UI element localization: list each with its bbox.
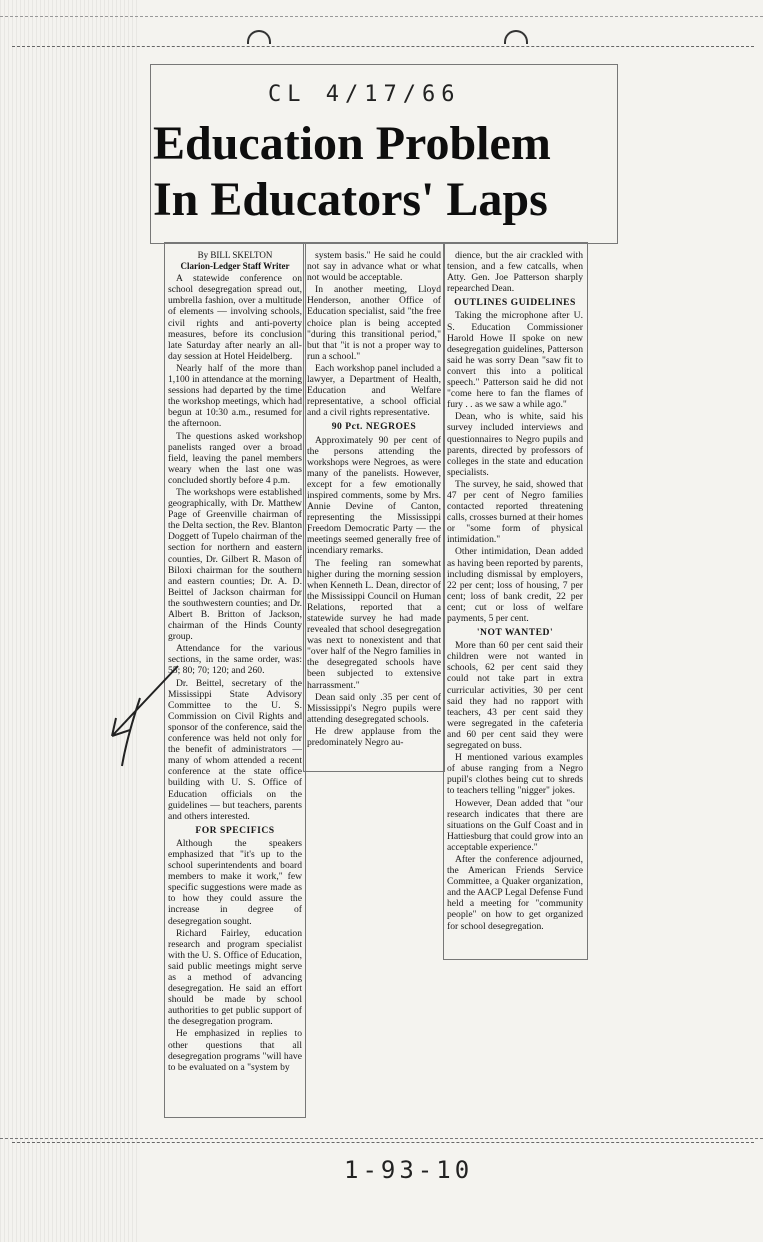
paragraph: The questions asked workshop panelists ranged over a broad field, leaving the panel members weary when the last one was concluded shortly before 4 p.m.	[168, 430, 302, 486]
paragraph: The survey, he said, showed that 47 per cent of Negro families contacted reported threatening calls, crosses burned at their homes or "some form of physical intimidation."	[447, 478, 583, 546]
scan-top-edge	[0, 0, 763, 17]
paragraph: After the conference adjourned, the American Friends Service Committee, a Quaker organization, and the AACP Legal Defense Fund held a meeting for "community people" on how to get organized for school desegregation.	[447, 853, 583, 932]
subhead: 90 Pct. NEGROES	[331, 421, 417, 433]
paragraph: Richard Fairley, education research and program specialist with the U. S. Office of Education, said public meetings might serve as a method of advancing desegregation. He said an effort should be made by school authorities to get public support of the desegregation program.	[168, 927, 302, 1028]
paragraph: Approximately 90 per cent of the persons attending the workshops were Negroes, as were many of the panelists. However, except for a few emotionally inspired comments, some by Mrs. Annie Devine of Canton, representing the Mississippi Freedom Democratic Party — the meetings seemed generally free of incendiary remarks.	[307, 434, 441, 557]
headline-line-1: Education Problem	[153, 117, 551, 170]
paragraph: Nearly half of the more than 1,100 in attendance at the morning sessions had departed by the time the workshop meetings, which had begun at 10:30 a.m., resumed for the afternoon.	[168, 362, 302, 430]
subhead: FOR SPECIFICS	[195, 824, 275, 836]
handwritten-date-note: CL 4/17/66	[268, 82, 461, 107]
paragraph: A statewide conference on school desegregation spread out, umbrella fashion, over a multitude of elements — involving schools, civil rights and anti-poverty measures, before its conclusion late Saturday after nearly an all-day session at Hotel Heidelberg.	[168, 273, 302, 362]
paragraph: The feeling ran somewhat higher during the morning session when Kenneth L. Dean, director of the Mississippi Council on Human Relations, reported that a statewide survey he had made revealed that school desegregation was next to nonexistent and that "over half of the Negro families in the desegregated schools have been subjected to extensive harrassment."	[307, 557, 441, 691]
scan-bottom-edge	[0, 1138, 763, 1140]
paragraph: He emphasized in replies to other questions that all desegregation programs "will have to be evaluated on a "system by	[168, 1028, 302, 1073]
paragraph: He drew applause from the predominately Negro au-	[307, 725, 441, 749]
subhead: 'NOT WANTED'	[476, 627, 554, 639]
paragraph: More than 60 per cent said their children were not wanted in schools, 62 per cent said they could not take part in extra curricular activities, 30 per cent said they had no rapport with teachers, 43 per cent said they were segregated in the cafeteria and 60 per cent said they were segregated on buss.	[447, 640, 583, 752]
paragraph: In another meeting, Lloyd Henderson, another Office of Education specialist, said "the free choice plan is being accepted "during this transitional period," but that "it is not a proper way to run a school."	[307, 284, 441, 362]
paragraph: However, Dean added that "our research indicates that there are situations on the Gulf Coast and in Hattiesburg that could grow into an acceptable experience."	[447, 797, 583, 853]
article-column-1	[168, 250, 302, 1074]
paragraph: system basis." He said he could not say in advance what or what not would be acceptable.	[307, 250, 441, 284]
paragraph: H mentioned various examples of abuse ranging from a Negro pupil's clothes being cut to shreds to teachers telling "nigger" jokes.	[447, 752, 583, 797]
paragraph: Other intimidation, Dean added as having been reported by parents, including dismissal by employers, 22 per cent; loss of housing, 7 per cent; loss of bank credit, 22 per cent; cut or loss of welfare payments, 5 per cent.	[447, 546, 583, 624]
binder-hole-left	[247, 30, 271, 44]
byline	[168, 250, 302, 272]
article-headline	[153, 116, 613, 228]
paragraph: Dr. Beittel, secretary of the Mississippi State Advisory Committee to the U. S. Commission on Civil Rights and sponsor of the conference, said the conference was held not only for the benefit of administrators — many of whom attended a recent conference at the state office building with U. S. Office of Education officials on the guidelines — but teachers, parents and others interested.	[168, 677, 302, 822]
paragraph: Attendance for the various sections, in the same order, was: 55; 80; 70; 120; and 260.	[168, 643, 302, 677]
catalog-number: 1-93-10	[344, 1156, 474, 1184]
paragraph: The workshops were established geographically, with Dr. Matthew Page of Greenville chairman of the Delta section, the Rev. Blanton Doggett of Tupelo chairman of the section for northern and eastern counties, Dr. Gilbert R. Mason of Biloxi chairman for the southern and eastern counties; Dr. A. D. Beittel of Jackson chairman for the southwestern counties; and Dr. Albert B. Britton of Jackson, chairman of the Hinds County group.	[168, 486, 302, 643]
paragraph: Each workshop panel included a lawyer, a Department of Health, Education and Welfare representative, a school official and a civil rights representative.	[307, 362, 441, 419]
pen-arrow-icon	[100, 658, 180, 768]
headline-line-2: In Educators' Laps	[153, 173, 548, 226]
paragraph: Taking the microphone after U. S. Education Commissioner Harold Howe II spoke on new desegregation guidelines, Patterson said he was sorry Dean "saw fit to convert this into a political speech." Patterson said he did not "come here to fan the flames of fury . . as we saw a while ago."	[447, 310, 583, 411]
article-column-2	[307, 250, 441, 749]
subhead: OUTLINES GUIDELINES	[454, 297, 576, 309]
paragraph: Dean, who is white, said his survey included interviews and questionnaires to Negro pupils and parents, directed by professors of colleges in the state and education specialists.	[447, 411, 583, 478]
paragraph: Dean said only .35 per cent of Mississippi's Negro pupils were attending desegregated schools.	[307, 691, 441, 725]
article-column-3	[447, 250, 583, 933]
binder-hole-right	[504, 30, 528, 44]
byline-name: By BILL SKELTON	[197, 250, 273, 260]
paragraph: Although the speakers emphasized that "it's up to the school superintendents and board members to make it work," few specific suggestions were made as to how they could assure the increase in degree of desegregation sought.	[168, 837, 302, 927]
byline-title: Clarion-Ledger Staff Writer	[180, 261, 290, 272]
paragraph: dience, but the air crackled with tension, and a few catcalls, when Atty. Gen. Joe Patterson sharply repearched Dean.	[447, 250, 583, 295]
